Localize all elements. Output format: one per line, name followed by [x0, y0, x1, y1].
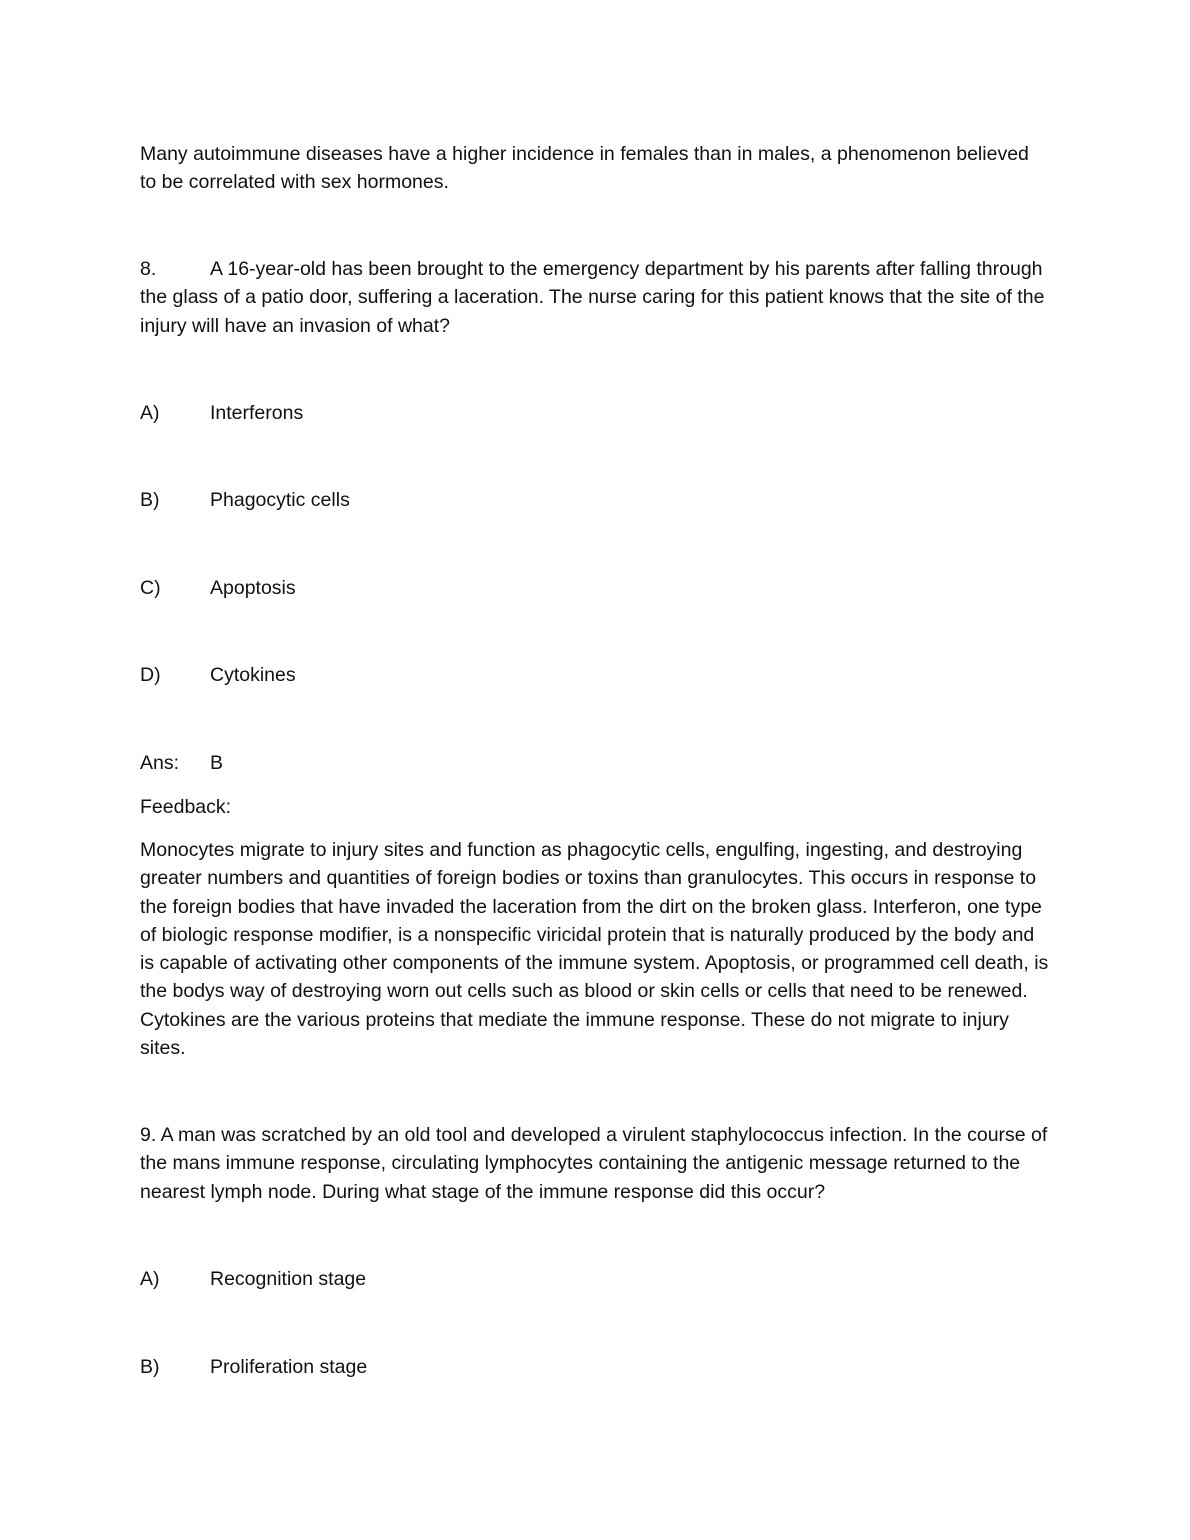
q8-option-c — [140, 574, 1050, 602]
feedback-label: Feedback: — [140, 796, 232, 818]
answer-value: B — [210, 752, 224, 774]
q9-option-a — [140, 1265, 1050, 1293]
option-letter: A) — [140, 1268, 160, 1290]
q8-option-d — [140, 661, 1050, 689]
q9-option-b — [140, 1353, 1050, 1381]
intro-paragraph: Many autoimmune diseases have a higher incidence in females than in males, a phenomenon believed to be correlated with sex hormones. — [140, 143, 1029, 194]
q8-feedback-label — [140, 793, 1050, 821]
question-8-number: 8. — [140, 258, 157, 280]
q8-option-a — [140, 399, 1050, 427]
q8-option-b — [140, 486, 1050, 514]
question-8-text: A 16-year-old has been brought to the emergency department by his parents after falling through the glass of a patio door, suffering a laceration. The nurse caring for this patient knows that the site of the injury will have an invasion of what? — [140, 258, 1045, 337]
option-text: Apoptosis — [210, 577, 296, 599]
option-letter: A) — [140, 402, 160, 424]
option-letter: C) — [140, 577, 161, 599]
option-letter: B) — [140, 1356, 160, 1378]
question-9-stem: 9. A man was scratched by an old tool and developed a virulent staphylococcus infection. In the course of the mans immune response, circulating lymphocytes containing the antigenic message returned to the nearest lymph node. During what stage of the immune response did this occur? — [140, 1124, 1048, 1203]
option-text: Interferons — [210, 402, 304, 424]
q8-answer — [140, 749, 1050, 777]
q8-feedback-text: Monocytes migrate to injury sites and function as phagocytic cells, engulfing, ingesting, and destroying greater numbers and quantities of foreign bodies or toxins than granulocytes. This occurs in response to the foreign bodies that have invaded the laceration from the dirt on the broken glass. Interferon, one type of biologic response modifier, is a nonspecific viricidal protein that is naturally produced by the body and is capable of activating other components of the immune system. Apoptosis, or programmed cell death, is the bodys way of destroying worn out cells such as blood or skin cells or cells that need to be renewed. Cytokines are the various proteins that mediate the immune response. These do not migrate to injury sites. — [140, 839, 1049, 1060]
option-text: Proliferation stage — [210, 1356, 368, 1378]
option-text: Cytokines — [210, 664, 296, 686]
option-letter: D) — [140, 664, 161, 686]
question-8-stem — [140, 255, 1050, 340]
option-letter: B) — [140, 489, 160, 511]
option-text: Recognition stage — [210, 1268, 367, 1290]
option-text: Phagocytic cells — [210, 489, 350, 511]
answer-label: Ans: — [140, 752, 180, 774]
